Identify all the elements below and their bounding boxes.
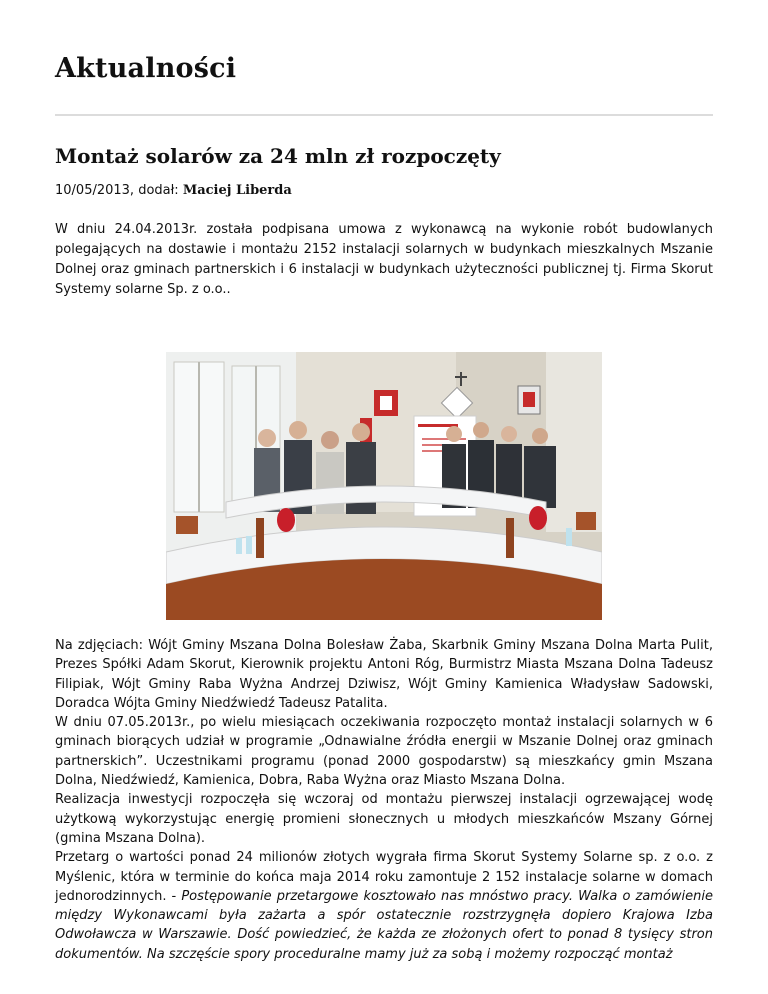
- paragraph-4-quote: Postępowanie przetargowe kosztowało nas mnóstwo pracy. Walka o zamówienie między Wykonawcami była zażarta a spór ostatecznie rozstrzygnęła dopiero Krajowa Izba Odwoławcza w Warszawie. Dość powiedzieć, że każda ze złożonych ofert to ponad 8 tysięcy stron dokumentów. Na szczęście spory proceduralne mamy już za sobą i możemy rozpocząć montaż: [55, 888, 714, 962]
- article-lead: W dniu 24.04.2013r. została podpisana umowa z wykonawcą na wykonie robót budowlanych polegających na dostawie i montażu 2152 instalacji solarnych w budynkach mieszkalnych Mszanie Dolnej oraz gminach partnerskich i 6 instalacji w budynkach użyteczności publicznej tj. Firma Skorut Systemy solarne Sp. z o.o..: [55, 222, 713, 297]
- article-title[interactable]: Montaż solarów za 24 mln zł rozpoczęty: [55, 144, 501, 168]
- photo-illustration: [166, 352, 602, 620]
- paragraph-3: Realizacja inwestycji rozpoczęła się wczoraj od montażu pierwszej instalacji ogrzewającej wodę użytkową wykorzystując energię promieni słonecznych u młodych mieszkańców Mszany Górnej (gmina Mszana Dolna).: [55, 792, 713, 846]
- paragraph-2: W dniu 07.05.2013r., po wielu miesiącach oczekiwania rozpoczęto montaż instalacji solarnych w 6 gminach biorących udział w programie „Odnawialne źródła energii w Mszanie Dolnej oraz gminach partnerskich”. Uczestnikami programu (ponad 2000 gospodarstw) są mieszkańcy gmin Mszana Dolna, Niedźwiedź, Kamienica, Dobra, Raba Wyżna oraz Miasto Mszana Dolna.: [55, 715, 713, 789]
- article-date: 10/05/2013, dodał:: [55, 183, 183, 198]
- paragraph-4-text: Przetarg o wartości ponad 24 milionów złotych wygrała firma Skorut Systemy Solarne sp. z o.o. z Myślenic, która w terminie do końca maja 2014 roku zamontuje 2 152 instalacje solarne w domach jednorodzinnych. -: [55, 850, 713, 904]
- paragraph-4: [55, 848, 713, 964]
- divider: [55, 114, 713, 116]
- section-title: Aktualności: [55, 53, 237, 84]
- article-photo: [166, 352, 602, 620]
- article-author[interactable]: Maciej Liberda: [182, 183, 292, 198]
- article-body: [55, 636, 713, 964]
- photo-caption: Na zdjęciach: Wójt Gminy Mszana Dolna Bolesław Żaba, Skarbnik Gminy Mszana Dolna Marta Pulit, Prezes Spółki Adam Skorut, Kierownik projektu Antoni Róg, Burmistrz Miasta Mszana Dolna Tadeusz Filipiak, Wójt Gminy Raba Wyżna Andrzej Dziwisz, Wójt Gminy Kamienica Władysław Sadowski, Doradca Wójta Gminy Niedźwiedź Tadeusz Patalita.: [55, 638, 713, 711]
- article-meta: [55, 183, 292, 198]
